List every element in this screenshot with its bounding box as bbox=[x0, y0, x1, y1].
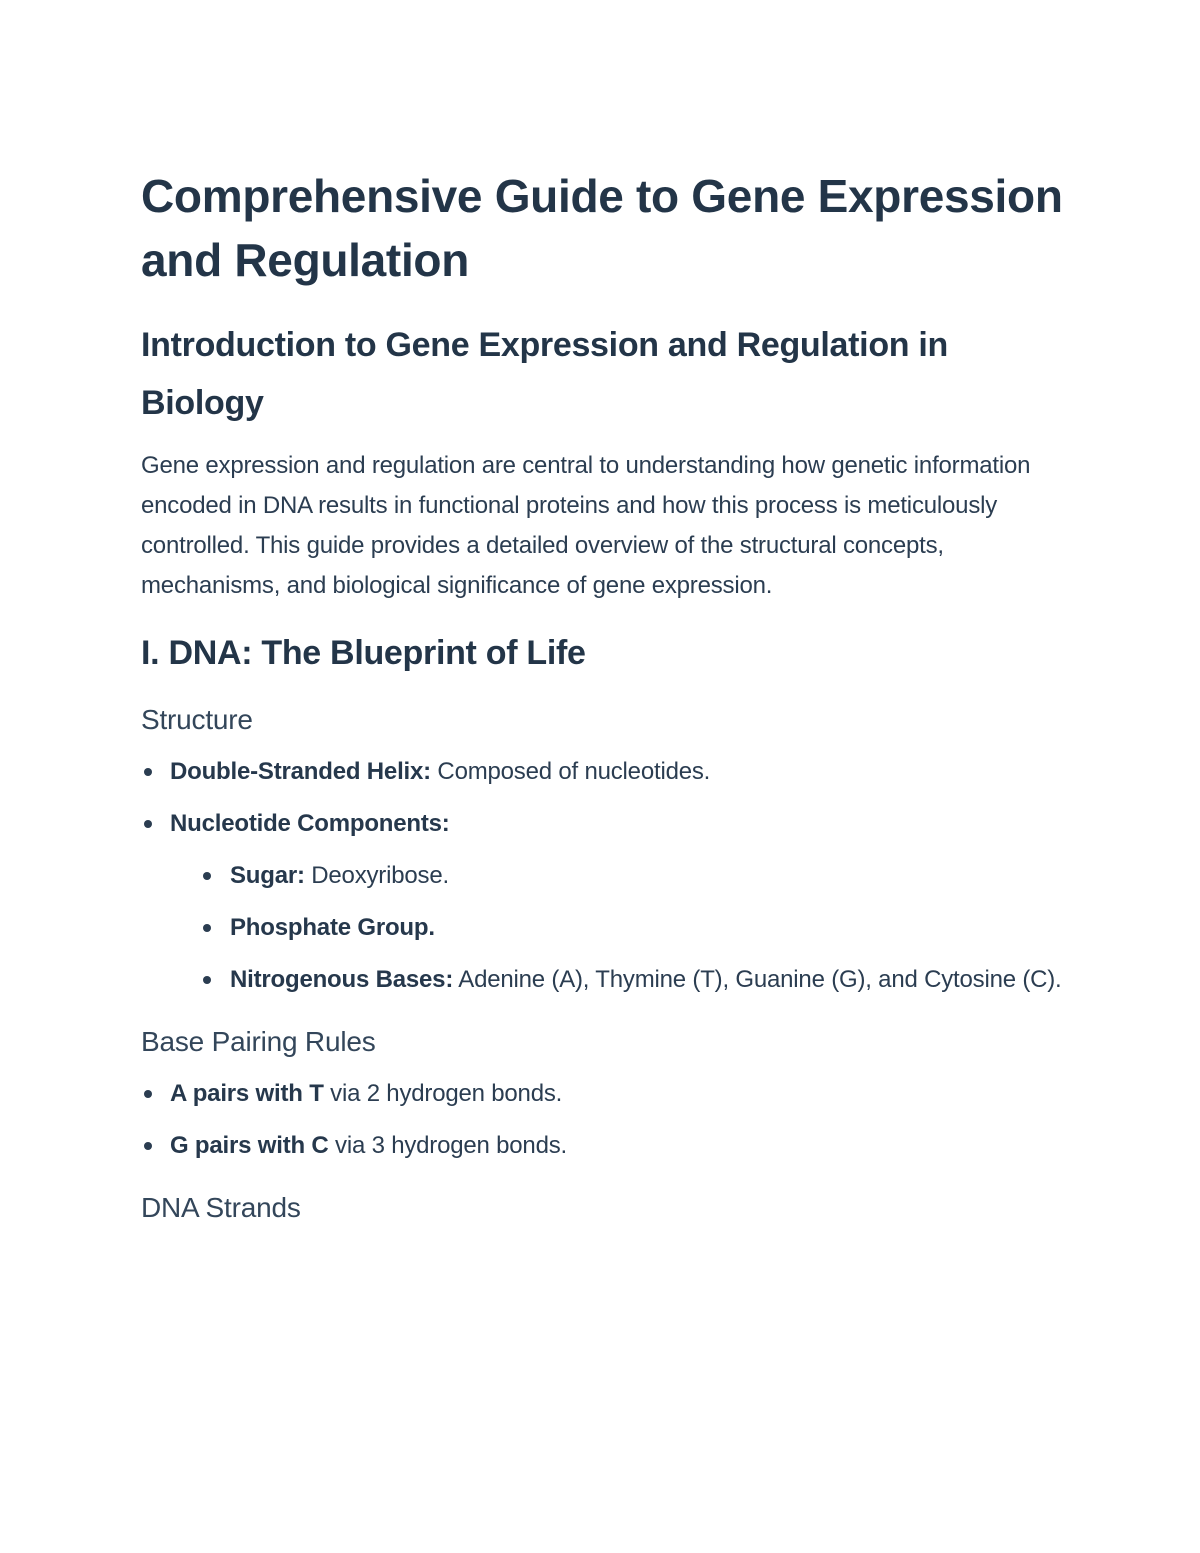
document-page bbox=[141, 164, 1066, 1228]
structure-heading: Structure bbox=[141, 704, 253, 735]
dna-strands-heading: DNA Strands bbox=[141, 1192, 301, 1223]
sub-list-item bbox=[200, 960, 1066, 1000]
list-item-text: Adenine (A), Thymine (T), Guanine (G), and Cytosine (C). bbox=[453, 966, 1062, 993]
section-dna-heading: I. DNA: The Blueprint of Life bbox=[141, 634, 586, 672]
base-pairing-list bbox=[141, 1074, 1066, 1166]
list-item bbox=[141, 1074, 1066, 1114]
list-item bbox=[141, 804, 1066, 1000]
document-title: Comprehensive Guide to Gene Expression and Regulation bbox=[141, 170, 1063, 286]
intro-paragraph: Gene expression and regulation are central to understanding how genetic information encoded in DNA results in functional proteins and how this process is meticulously controlled. This guide provides a detailed overview of the structural concepts, mechanisms, and biological significance of gene expression. bbox=[141, 452, 1031, 599]
list-item-term: Double-Stranded Helix: bbox=[170, 758, 431, 785]
list-item-text: Deoxyribose. bbox=[304, 862, 449, 889]
list-item-term: Phosphate Group. bbox=[230, 914, 435, 941]
nucleotide-components-list bbox=[200, 856, 1066, 1000]
list-item-text: via 2 hydrogen bonds. bbox=[323, 1080, 563, 1107]
sub-list-wrapper bbox=[141, 856, 1066, 1000]
list-item-text: via 3 hydrogen bonds. bbox=[328, 1132, 567, 1159]
list-item-term: G pairs with C bbox=[170, 1132, 329, 1159]
structure-list bbox=[141, 752, 1066, 1000]
list-item-text: Composed of nucleotides. bbox=[430, 758, 711, 785]
list-item-term: Nucleotide Components: bbox=[170, 810, 450, 837]
list-item bbox=[141, 1126, 1066, 1166]
sub-list-item bbox=[200, 856, 1066, 896]
list-item bbox=[141, 752, 1066, 792]
base-pairing-heading: Base Pairing Rules bbox=[141, 1026, 376, 1057]
list-item-term: A pairs with T bbox=[170, 1080, 324, 1107]
list-item-term: Nitrogenous Bases: bbox=[230, 966, 454, 993]
intro-heading: Introduction to Gene Expression and Regulation in Biology bbox=[141, 326, 949, 422]
list-item-term: Sugar: bbox=[230, 862, 305, 889]
sub-list-item bbox=[200, 908, 1066, 948]
